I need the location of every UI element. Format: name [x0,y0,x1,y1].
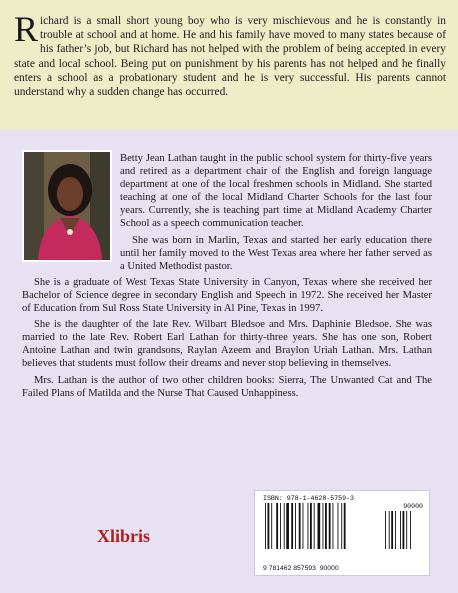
author-bio [22,152,432,403]
publisher-logo: Xlibris [97,526,151,546]
barcode-block [254,490,430,576]
barcode-digit-text: 9 781462 857593 [263,565,316,572]
photo-spacer [22,152,120,268]
drop-cap: R [14,9,39,49]
bio-paragraph: She is the daughter of the late Rev. Wilbart Bledsoe and Mrs. Daphinie Bledsoe. She was married to the late Rev. Robert Earl Lathan for thirty-three years. She has one son, Robert Antoine Lathan and twin grandsons, Raylan Azeem and Braylon Uriah Lathan. Mrs. Lathan believes that students must follow their dreams and never stop believing in themselves. [22,319,432,370]
synopsis-text [14,9,446,99]
bio-paragraph: Mrs. Lathan is the author of two other children books: Sierra, The Unwanted Cat and The Failed Plans of Matilda and the Nurse That Caused Unhappiness. [22,374,432,399]
barcode-extra-digits: 90000 [319,565,339,572]
price-code: 90000 [403,503,423,510]
barcode-bars [263,503,423,561]
bio-paragraph: Betty Jean Lathan taught in the public school system for thirty-five years and retired as a department chair of the English and foreign language department at one of the local freshmen schools in Midland. She started teaching at one of the local Midland Charter Schools for the last four years. Currently, she is teaching part time at Midland Academy Charter School as a speech communication teacher. [120,153,432,230]
barcode-digits [263,565,339,572]
synopsis-band [0,0,458,130]
bio-paragraph: She was born in Marlin, Texas and started her early education there until her family moved to the West Texas area where her father served as a United Methodist pastor. [120,234,432,272]
bio-paragraph: She is a graduate of West Texas State University in Canyon, Texas where she received her Bachelor of Science degree in secondary English and Speech in 1972. She received her Master of Education from Sul Ross State University in Al Pine, Texas in 1997. [22,276,432,315]
synopsis-body: ichard is a small short young boy who is very mischievous and he is constantly in trouble at school and at home. He and his family have moved to many states because of his father’s job, but Richard has not helped with the problem of being accepted in every state and local school. Being put on punishment by his parents has not helped and he finally enters a school as a probationary student and he is very successful. His parents cannot understand why a sudden change has occurred. [14,15,446,99]
isbn-label: ISBN: 978-1-4628-5759-3 [263,495,355,502]
